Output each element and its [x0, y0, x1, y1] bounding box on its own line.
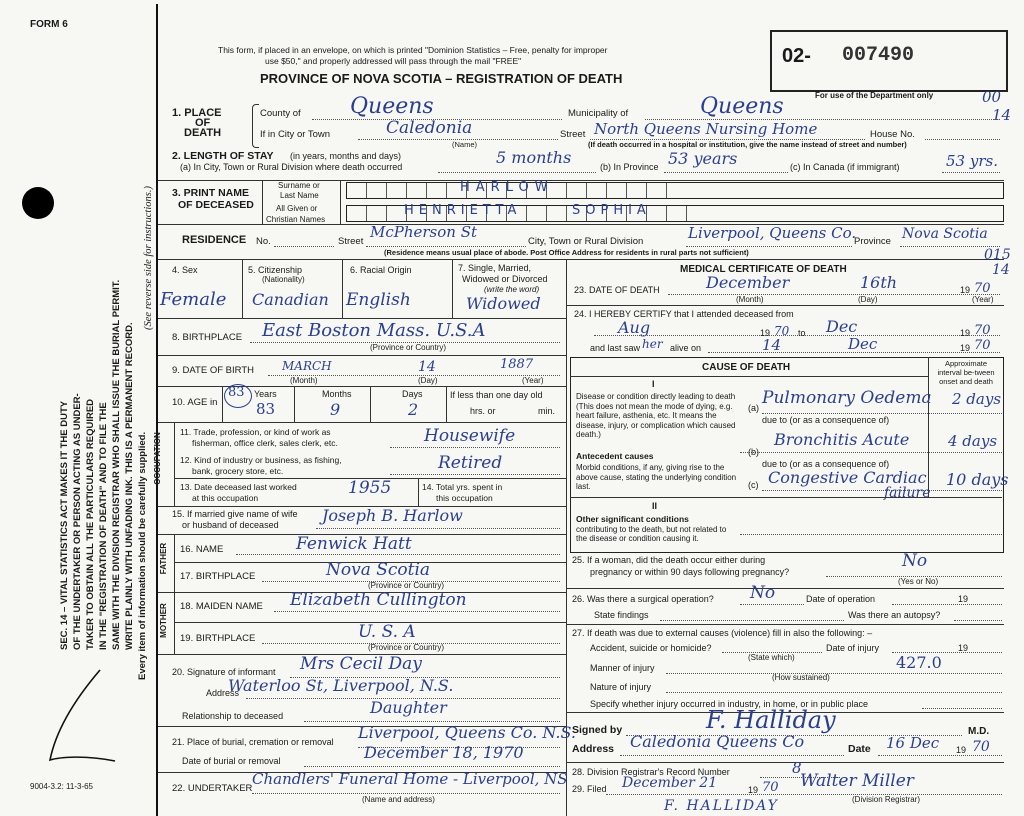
autopsy-label: Was there an autopsy? — [848, 610, 941, 620]
q12-value: Retired — [438, 453, 503, 473]
given-label-1: All Given or — [276, 204, 318, 213]
dod-month: December — [706, 273, 790, 292]
q1-brace — [252, 104, 259, 148]
birthplace-label: 8. BIRTHPLACE — [172, 332, 243, 343]
attended-to-month: Dec — [826, 317, 858, 336]
op-date-label: Date of operation — [806, 594, 876, 604]
cod-title: CAUSE OF DEATH — [702, 362, 791, 373]
doctor-printed-name: F. HALLIDAY — [664, 798, 779, 814]
father-bp-label: 17. BIRTHPLACE — [180, 571, 256, 582]
q26-label: 26. Was there a surgical operation? — [572, 594, 714, 604]
cause-a-label: (a) — [748, 403, 759, 413]
signed-by-label: Signed by — [572, 724, 623, 736]
q25-label-b: pregnancy or within 90 days following pregnancy? — [590, 567, 790, 577]
side-line-8: (See reverse side for instructions.) — [143, 186, 154, 330]
mother-bp-label: 19. BIRTHPLACE — [180, 633, 256, 644]
q11-value: Housewife — [424, 426, 516, 446]
dod-label: 23. DATE OF DEATH — [574, 285, 660, 295]
marital-value: Widowed — [466, 294, 541, 313]
other-conditions-label: Other significant conditions — [576, 514, 689, 524]
registrar-signature: Walter Miller — [800, 771, 914, 791]
given-label-2: Christian Names — [266, 215, 326, 224]
antecedent-label: Antecedent causes — [576, 451, 654, 461]
q28-label: 28. Division Registrar's Record Number — [572, 767, 730, 777]
accident-label: Accident, suicide or homicide? — [590, 643, 712, 653]
alive-month: Dec — [848, 335, 878, 353]
racial-value: English — [346, 290, 411, 310]
q1-of: OF — [195, 117, 211, 129]
birthplace-value: East Boston Mass. U.S.A — [262, 320, 486, 341]
residence-city-value: Liverpool, Queens Co. — [688, 224, 857, 242]
attended-to-label: to — [798, 328, 806, 338]
cause-c-label: (c) — [748, 480, 759, 490]
alive-year: 70 — [974, 338, 991, 353]
city-label: If in City or Town — [260, 129, 331, 140]
filed-year: 70 — [762, 780, 779, 795]
cause-b-label: (b) — [748, 447, 759, 457]
spouse-label-1: 15. If married give name of wife — [172, 509, 298, 519]
manner-label: Manner of injury — [590, 663, 655, 673]
surname-grid — [346, 182, 1004, 199]
days-value: 2 — [408, 400, 419, 419]
dept-code-3: 015 — [984, 247, 1011, 263]
residence-street-label: Street — [338, 236, 364, 247]
dept-code-4: 14 — [992, 262, 1010, 278]
md-label: M.D. — [968, 726, 990, 737]
street-label: Street — [560, 129, 586, 140]
side-line-4: IN THE "REGISTRATION OF DEATH" AND TO FILE THE — [98, 402, 109, 650]
injury-year-pre: 19 — [958, 643, 969, 653]
q14-label: 14. Total yrs. spent in — [422, 482, 503, 492]
occupation-section-label: OCCUPATION — [152, 432, 162, 485]
citizenship-value: Canadian — [252, 290, 329, 309]
dept-use-label: For use of the Department only — [815, 91, 934, 100]
mother-bp-caption: (Province or Country) — [368, 643, 445, 652]
form-left-border — [156, 4, 158, 816]
residence-street-value: McPherson St — [370, 223, 478, 241]
q29-label: 29. Filed — [572, 784, 607, 794]
sign-year: 70 — [972, 739, 990, 755]
q11-label: 11. Trade, profession, or kind of work as — [180, 427, 331, 437]
roman-1: I — [652, 379, 655, 389]
days-label: Days — [402, 389, 423, 399]
last-saw-label: and last saw — [590, 343, 641, 353]
reg-number: 007490 — [842, 44, 915, 67]
marital-label-2: Widowed or Divorced — [462, 274, 548, 284]
county-value: Queens — [350, 94, 434, 119]
q25-value: No — [902, 551, 928, 571]
signed-by-value: F. Halliday — [706, 706, 836, 734]
cause-c-value-2: failure — [884, 485, 931, 501]
residence-no-label: No. — [256, 236, 271, 247]
q1-death: DEATH — [184, 127, 222, 139]
months-label: Months — [322, 389, 352, 399]
sign-year-pre: 19 — [956, 745, 967, 755]
relationship-label: Relationship to deceased — [182, 711, 284, 721]
residence-province-value: Nova Scotia — [902, 226, 988, 242]
cause-b-value: Bronchitis Acute — [774, 430, 910, 449]
years-value: 83 — [256, 400, 276, 418]
dob-year-caption: (Year) — [522, 376, 544, 385]
dod-day: 16th — [860, 273, 898, 292]
dod-day-caption: (Day) — [858, 295, 878, 304]
undertaker-value: Chandlers' Funeral Home - Liverpool, NS — [252, 770, 568, 788]
informant-sig-value: Mrs Cecil Day — [300, 654, 422, 674]
house-label: House No. — [870, 129, 915, 140]
undertaker-caption: (Name and address) — [362, 795, 435, 804]
dob-day-caption: (Day) — [418, 376, 438, 385]
q3-label-1: 3. PRINT NAME — [172, 187, 250, 199]
q2b-label: (b) In Province — [600, 162, 659, 172]
father-bp-caption: (Province or Country) — [368, 581, 445, 590]
burial-place-value: Liverpool, Queens Co. N.S. — [358, 723, 576, 742]
manner-value: 427.0 — [896, 653, 942, 672]
alive-day: 14 — [762, 336, 782, 354]
surname-value: HARLOW — [460, 180, 554, 195]
state-findings-label: State findings — [594, 610, 649, 620]
margin-pen-stroke — [30, 665, 120, 775]
mother-name-value: Elizabeth Cullington — [290, 590, 467, 610]
municipality-value: Queens — [700, 94, 784, 119]
father-name-label: 16. NAME — [180, 544, 224, 555]
given-name-2: SOPHIA — [572, 203, 651, 218]
father-name-value: Fenwick Hatt — [296, 534, 412, 554]
city-value: Caledonia — [386, 118, 473, 138]
due-to-b: due to (or as a consequence of) — [762, 459, 890, 469]
side-line-5: SAME WITH THE DIVISION REGISTRAR WHO SHALL ISSUE THE BURIAL PERMIT. — [111, 279, 122, 650]
spouse-value: Joseph B. Harlow — [322, 506, 463, 525]
antecedent-desc: Morbid conditions, if any, giving rise to the above cause, stating the underlying condition last. — [576, 463, 737, 491]
q25-caption: (Yes or No) — [898, 577, 939, 586]
q3-label-2: OF DECEASED — [178, 199, 254, 211]
months-value: 9 — [330, 400, 341, 419]
father-bp-value: Nova Scotia — [326, 560, 431, 580]
q1-label: 1. PLACE — [172, 107, 222, 119]
filed-date: December 21 — [622, 775, 718, 791]
registration-number-box — [770, 30, 1008, 92]
q26-value: No — [750, 583, 776, 603]
dod-month-caption: (Month) — [736, 295, 764, 304]
side-line-3: TAKER TO OBTAIN ALL THE PARTICULARS REQUIRED — [85, 398, 96, 650]
roman-2: II — [652, 501, 658, 511]
sex-value: Female — [160, 289, 227, 310]
dept-code-2: 14 — [992, 106, 1012, 124]
street-value: North Queens Nursing Home — [594, 120, 818, 138]
q2a-label: (a) In City, Town or Rural Division where death occurred — [180, 162, 403, 172]
cause-c-interval: 10 days — [946, 470, 1009, 489]
registrar-caption: (Division Registrar) — [852, 795, 921, 804]
q14-label-b: this occupation — [436, 493, 493, 503]
municipality-label: Municipality of — [568, 108, 629, 119]
q12-label-b: bank, grocery store, etc. — [192, 466, 284, 476]
dod-year-caption: (Year) — [972, 295, 994, 304]
relationship-value: Daughter — [370, 698, 447, 717]
attended-from-year-pre: 19 — [760, 328, 771, 338]
specify-label: Specify whether injury occurred in industry, in home, or in public place — [590, 699, 868, 709]
q2b-value: 53 years — [668, 149, 738, 168]
citizenship-sub: (Nationality) — [262, 275, 305, 284]
q11-label-b: fisherman, office clerk, sales clerk, etc. — [192, 438, 338, 448]
q27-label: 27. If death was due to external causes (violence) fill in also the following: – — [572, 628, 873, 638]
reg-prefix: 02- — [782, 45, 811, 67]
due-to-a: due to (or as a consequence of) — [762, 415, 890, 425]
state-which-caption: (State which) — [748, 653, 795, 662]
q12-label: 12. Kind of industry or business, as fishing, — [180, 455, 342, 465]
dod-year-pre: 19 — [960, 285, 971, 295]
sign-date-label: Date — [848, 743, 871, 755]
alive-year-pre: 19 — [960, 343, 971, 353]
filed-year-pre: 19 — [748, 785, 759, 795]
cause-c-value: Congestive Cardiac — [768, 468, 927, 487]
dept-code-1: 00 — [982, 88, 1002, 106]
name-caption: (Name) — [452, 140, 478, 149]
sign-date-value: 16 Dec — [886, 734, 940, 752]
cause-a-value: Pulmonary Oedema — [762, 388, 932, 408]
racial-label: 6. Racial Origin — [350, 265, 412, 275]
spouse-label-2: or husband of deceased — [182, 520, 279, 530]
dob-month: MARCH — [282, 359, 332, 373]
cause-a-interval: 2 days — [952, 390, 1002, 408]
undertaker-label: 22. UNDERTAKER — [172, 783, 253, 794]
attended-from-year: 70 — [774, 324, 790, 338]
injury-date-label: Date of injury — [826, 643, 880, 653]
informant-address-value: Waterloo St, Liverpool, N.S. — [228, 676, 454, 695]
other-conditions-desc: contributing to the death, but not related to the disease or condition causing it. — [576, 525, 727, 543]
burial-place-label: 21. Place of burial, cremation or removal — [172, 737, 334, 747]
mother-name-label: 18. MAIDEN NAME — [180, 601, 263, 612]
marital-label-3: (write the word) — [484, 285, 540, 294]
attended-to-year: 70 — [974, 323, 991, 338]
side-line-1: SEC. 14 – VITAL STATISTICS ACT MAKES IT THE DUTY — [59, 400, 70, 650]
form-number: FORM 6 — [30, 19, 68, 30]
sex-label: 4. Sex — [172, 265, 198, 275]
cause-b-interval: 4 days — [948, 432, 998, 450]
dob-month-caption: (Month) — [290, 376, 318, 385]
surname-label-1: Surname or — [278, 181, 320, 190]
residence-province-label: Province — [854, 236, 891, 247]
hospital-note: (If death occurred in a hospital or institution, give the name instead of street and number) — [588, 140, 907, 149]
q24-label: 24. I HEREBY CERTIFY that I attended deceased from — [574, 309, 794, 319]
how-caption: (How sustained) — [772, 673, 830, 682]
marital-label-1: 7. Single, Married, — [458, 263, 532, 273]
envelope-note-2: use $50," and properly addressed will pass through the mail "FREE" — [265, 56, 522, 66]
given-name-1: HENRIETTA — [404, 203, 522, 218]
informant-address-label: Address — [206, 688, 240, 698]
alive-on-label: alive on — [670, 343, 702, 353]
hrs-label: hrs. or — [470, 406, 496, 416]
q13-value: 1955 — [348, 478, 392, 498]
side-line-2: OF THE UNDERTAKER OR PERSON ACTING AS UNDER- — [72, 393, 83, 650]
father-section-label: FATHER — [159, 542, 169, 575]
attended-to-year-pre: 19 — [960, 328, 971, 338]
q13-label-b: at this occupation — [192, 493, 259, 503]
residence-note: (Residence means usual place of abode. Post Office Address for residents in rural parts not sufficient) — [384, 248, 749, 257]
q2-sub: (in years, months and days) — [290, 151, 402, 161]
burial-date-label: Date of burial or removal — [182, 756, 281, 766]
dob-year: 1887 — [500, 357, 534, 372]
informant-sig-label: 20. Signature of informant — [172, 667, 276, 677]
op-year-pre: 19 — [958, 594, 969, 604]
birthplace-caption: (Province or Country) — [370, 343, 447, 352]
burial-date-value: December 18, 1970 — [364, 743, 524, 762]
citizenship-label: 5. Citizenship — [248, 265, 303, 275]
binder-hole — [22, 187, 54, 219]
surname-label-2: Last Name — [280, 191, 319, 200]
doctor-address-value: Caledonia Queens Co — [630, 732, 805, 751]
county-label: County of — [260, 108, 301, 119]
residence-city-label: City, Town or Rural Division — [528, 236, 644, 247]
mother-section-label: MOTHER — [158, 603, 168, 638]
years-circle-value: 83 — [228, 385, 245, 400]
attended-from-month: Aug — [618, 318, 651, 337]
q25-label: 25. If a woman, did the death occur either during — [572, 555, 766, 565]
residence-label: RESIDENCE — [182, 234, 247, 246]
disease-desc: Disease or condition directly leading to death (This does not mean the mode of dying, e.g. heart failure, asthenia, etc. It means the disease, injury, or complication which caused death.) — [576, 392, 736, 439]
years-label: Years — [254, 389, 277, 399]
envelope-note-1: This form, if placed in an envelope, on which is printed "Dominion Statistics – Free, penalty for improper — [218, 45, 608, 55]
less-day-label: If less than one day old — [450, 390, 543, 400]
footer-code: 9004-3.2: 11-3-65 — [30, 782, 94, 791]
interval-header: Approximate interval be-tween onset and death — [937, 359, 995, 386]
form-title: PROVINCE OF NOVA SCOTIA – REGISTRATION OF DEATH — [260, 71, 623, 86]
age-label: 10. AGE in — [172, 397, 218, 408]
q13-label: 13. Date deceased last worked — [180, 482, 297, 492]
min-label: min. — [538, 406, 556, 416]
q2-label: 2. LENGTH OF STAY — [172, 150, 274, 162]
side-line-7: Every item of information should be carefully supplied. — [137, 431, 148, 680]
side-line-6: WRITE PLAINLY WITH UNFADING INK. THIS IS A PERMANENT RECORD. — [124, 322, 135, 650]
dob-label: 9. DATE OF BIRTH — [172, 365, 254, 376]
q2c-value: 53 yrs. — [946, 152, 998, 170]
dod-year: 70 — [974, 281, 991, 296]
doctor-address-label: Address — [572, 743, 615, 755]
q28-value: 8 — [792, 759, 802, 777]
q2a-value: 5 months — [496, 148, 572, 167]
mother-bp-value: U. S. A — [358, 622, 416, 642]
q2c-label: (c) In Canada (if immigrant) — [790, 162, 900, 172]
nature-label: Nature of injury — [590, 682, 652, 692]
dob-day: 14 — [418, 359, 436, 375]
medical-title: MEDICAL CERTIFICATE OF DEATH — [680, 264, 847, 275]
last-saw-her: her — [642, 337, 663, 351]
